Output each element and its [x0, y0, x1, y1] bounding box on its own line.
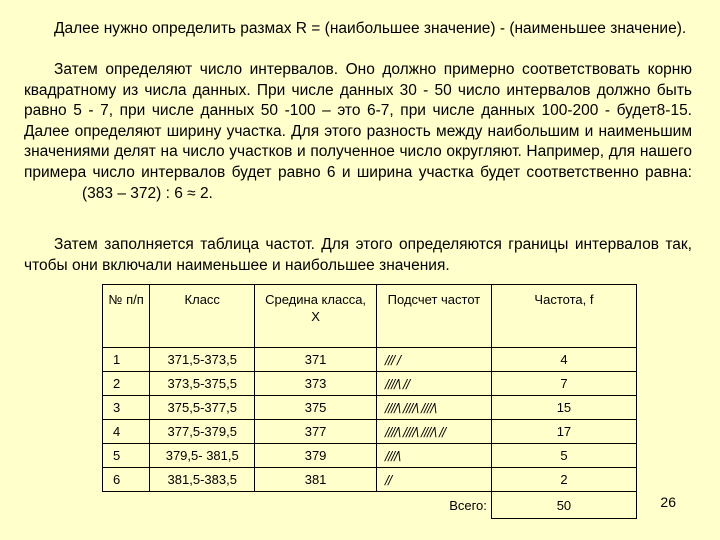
row-frequency: 17 [491, 420, 636, 444]
row-tally: ////\ [377, 444, 492, 468]
header-tally: Подсчет частот [377, 285, 492, 348]
row-num: 5 [103, 444, 150, 468]
row-tally: /// / [377, 348, 492, 372]
row-tally: ////\ ////\ ////\ // [377, 420, 492, 444]
total-empty-cell [150, 492, 255, 519]
header-frequency: Частота, f [491, 285, 636, 348]
page-number: 26 [660, 494, 676, 510]
paragraph-range: Далее нужно определить размах R = (наибольшее значение) - (наименьшее значение). [54, 20, 687, 37]
row-frequency: 4 [491, 348, 636, 372]
row-class: 381,5-383,5 [150, 468, 255, 492]
paragraph-frequency-table: Затем заполняется таблица частот. Для этого определяются границы интервалов так, чтобы они включали наименьшее и наибольшее значения. [24, 236, 692, 274]
row-tally: ////\ ////\ ////\ [377, 396, 492, 420]
row-num: 4 [103, 420, 150, 444]
row-class: 379,5- 381,5 [150, 444, 255, 468]
row-num: 6 [103, 468, 150, 492]
row-tally: // [377, 468, 492, 492]
header-midpoint: Средина класса, Х [255, 285, 377, 348]
row-frequency: 5 [491, 444, 636, 468]
row-frequency: 2 [491, 468, 636, 492]
total-empty-cell [255, 492, 377, 519]
table-row [103, 468, 637, 492]
row-midpoint: 379 [255, 444, 377, 468]
total-value: 50 [491, 492, 636, 519]
total-empty-cell [103, 492, 150, 519]
total-label: Всего: [449, 497, 487, 513]
table-row [103, 420, 637, 444]
row-midpoint: 373 [255, 372, 377, 396]
row-class: 373,5-375,5 [150, 372, 255, 396]
row-tally: ////\ // [377, 372, 492, 396]
table-header-row [103, 285, 637, 348]
table-row [103, 348, 637, 372]
row-class: 371,5-373,5 [150, 348, 255, 372]
frequency-table [102, 284, 637, 519]
table-row [103, 444, 637, 468]
table-row [103, 396, 637, 420]
row-class: 377,5-379,5 [150, 420, 255, 444]
row-num: 1 [103, 348, 150, 372]
row-midpoint: 375 [255, 396, 377, 420]
table-row [103, 372, 637, 396]
row-midpoint: 371 [255, 348, 377, 372]
row-frequency: 7 [491, 372, 636, 396]
header-num: № п/п [103, 285, 150, 348]
interval-width-formula: (383 – 372) : 6 ≈ 2. [82, 184, 213, 202]
row-class: 375,5-377,5 [150, 396, 255, 420]
header-class: Класс [150, 285, 255, 348]
row-midpoint: 381 [255, 468, 377, 492]
row-num: 3 [103, 396, 150, 420]
paragraph-intervals [24, 60, 692, 204]
row-midpoint: 377 [255, 420, 377, 444]
row-num: 2 [103, 372, 150, 396]
table-total-row [103, 492, 637, 519]
paragraph-intervals-text: Затем определяют число интервалов. Оно должно примерно соответствовать корню квадратному из числа данных. При числе данных 30 - 50 число интервалов должно быть равно 5 - 7, при числе данных 50 -100 – это 6-7, при числе данных 100-200 - будет8-15. Далее определяют ширину участка. Для этого разность между наибольшим и наименьшим значениями делят на число участков и полученное число округляют. Например, для нашего примера число интервалов будет равно 6 и ширина участка будет соответственно равна: [24, 61, 692, 181]
row-frequency: 15 [491, 396, 636, 420]
